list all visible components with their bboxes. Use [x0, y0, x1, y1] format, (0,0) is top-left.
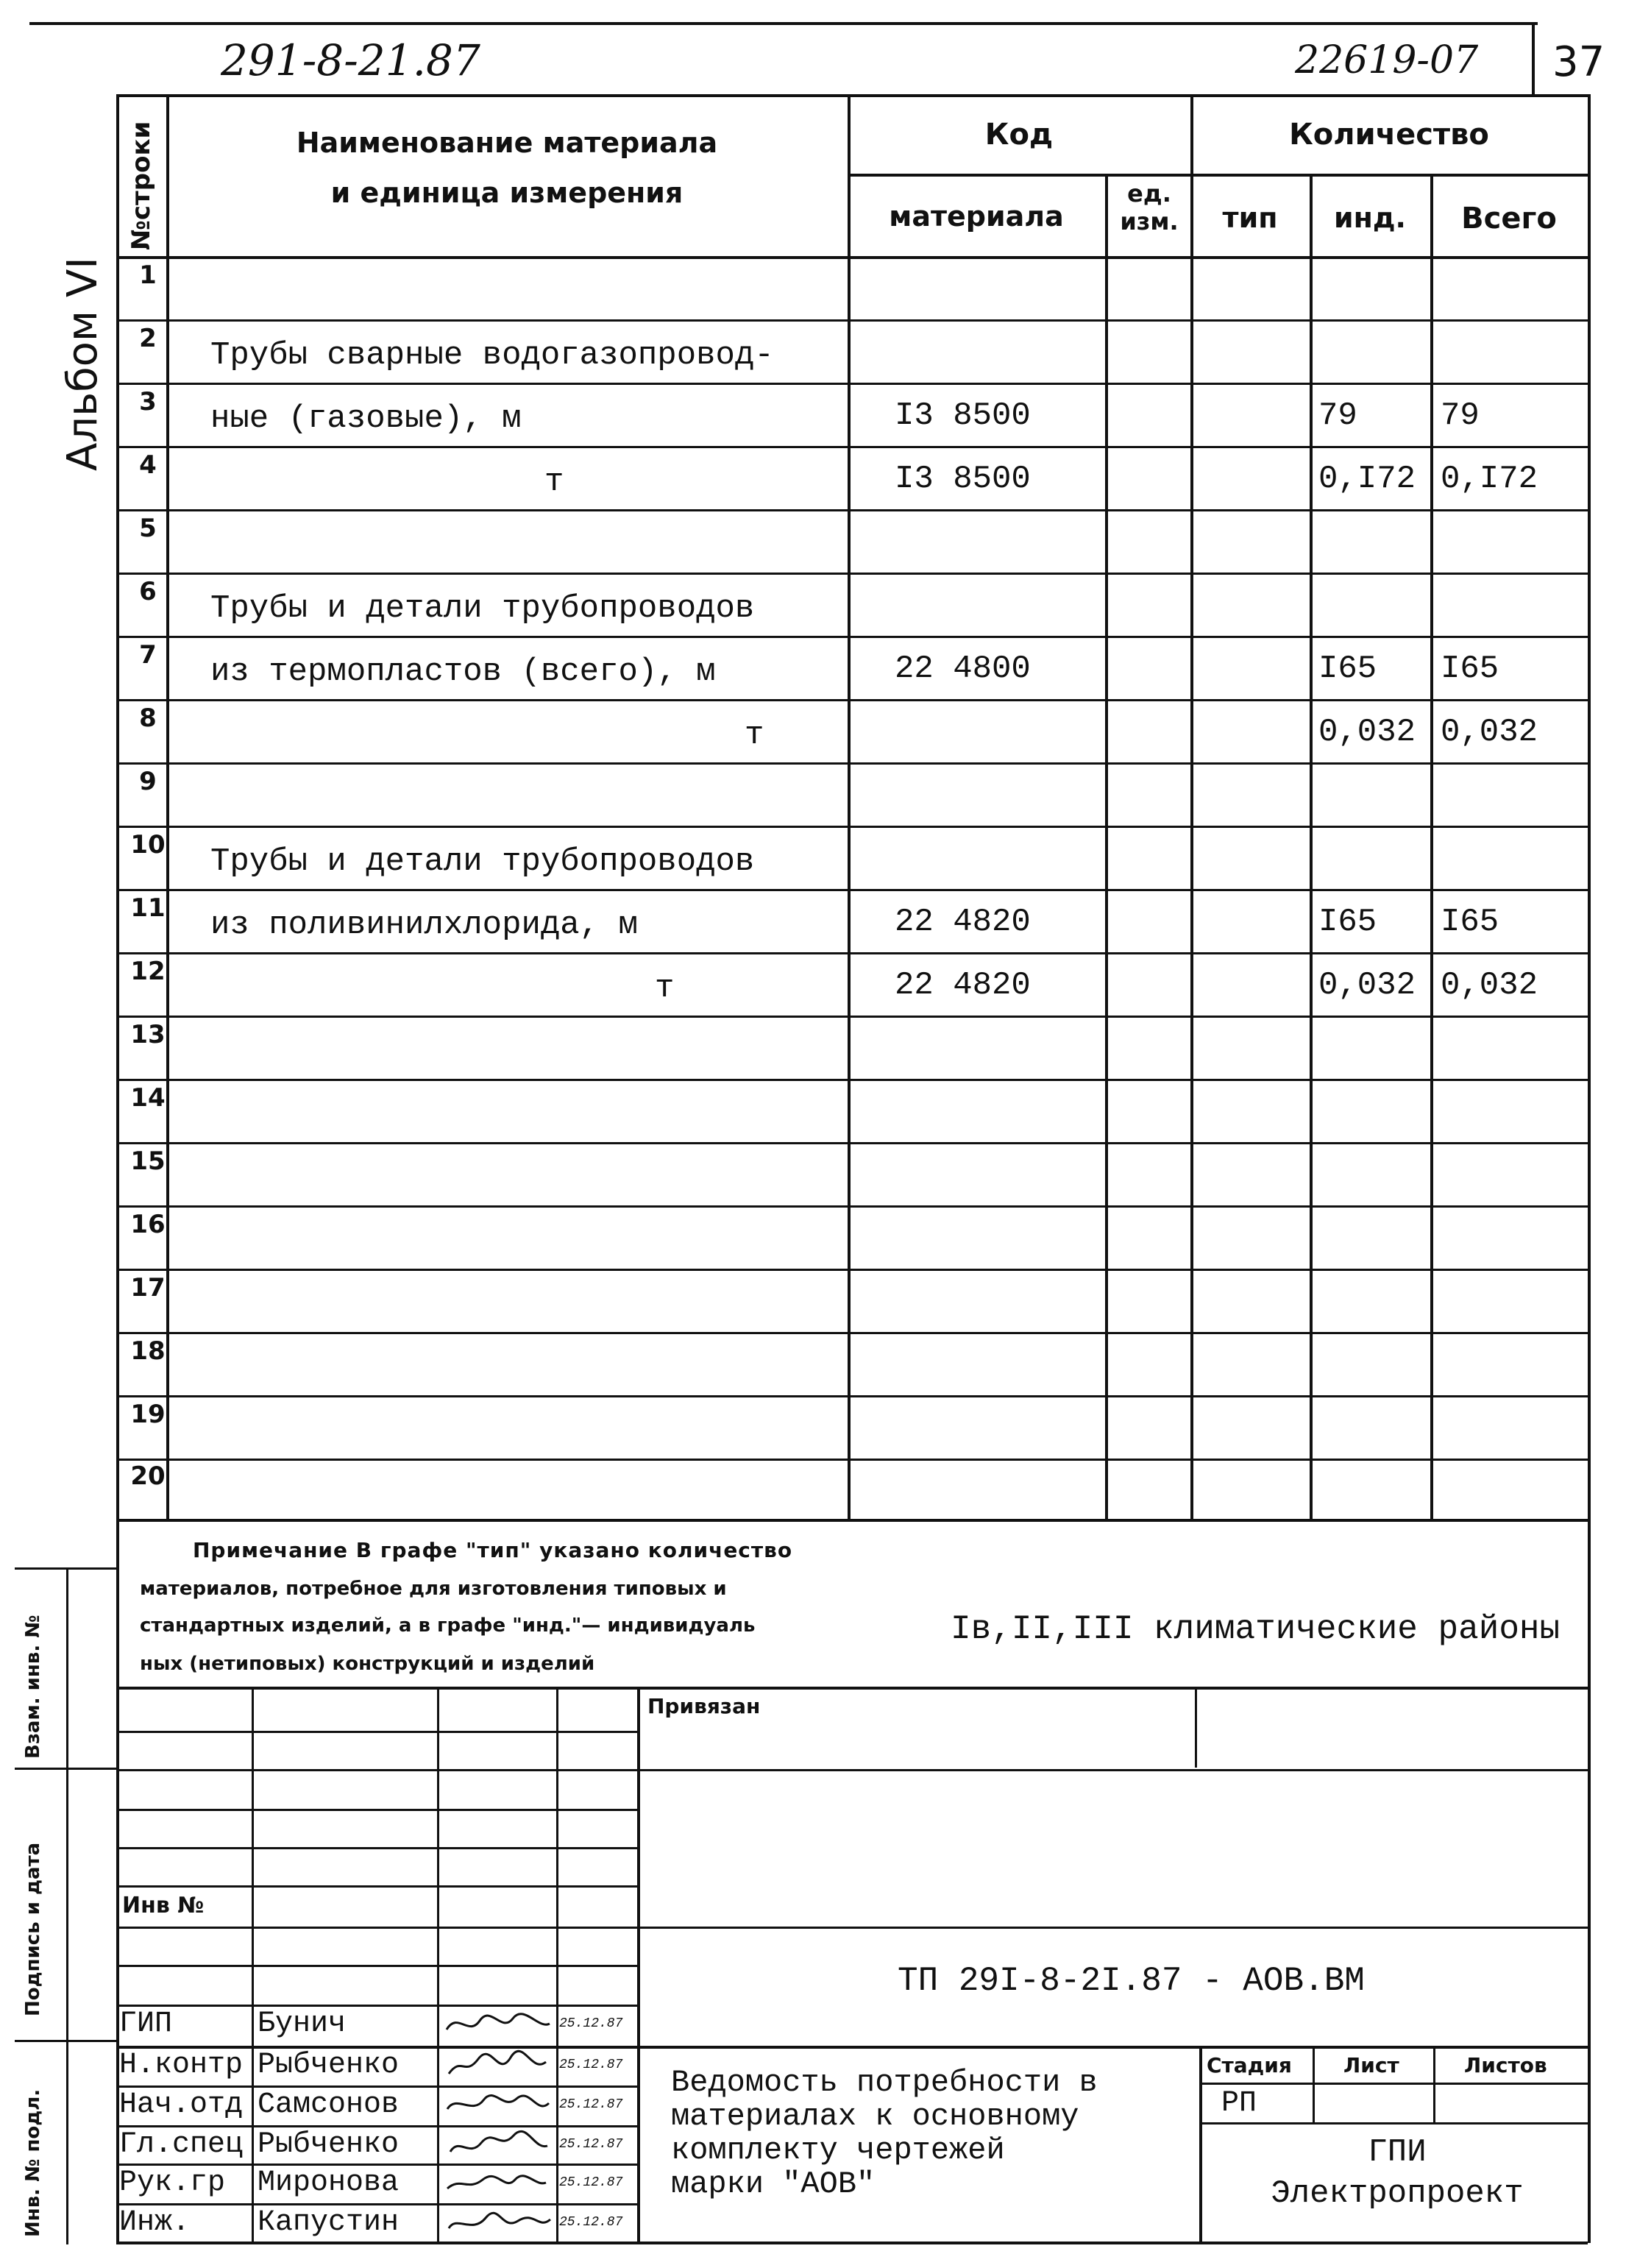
side-sep-2 [15, 1768, 118, 1770]
row-line [116, 1079, 1588, 1081]
signature-date: 25.12.87 [559, 2137, 623, 2152]
top-right-code: 22619-07 [1295, 38, 1479, 82]
top-left-code: 291-8-21.87 [221, 35, 480, 85]
row-line [116, 1142, 1588, 1144]
row-number: 4 [139, 450, 157, 480]
stamp-row-line [116, 1731, 637, 1733]
document-code: ТП 29I-8-2I.87 - АОВ.ВМ [898, 1962, 1365, 2000]
signature-date: 25.12.87 [559, 2016, 623, 2031]
title-line1: Ведомость потребности в [671, 2065, 1098, 2100]
row-line [116, 952, 1588, 954]
row-line [116, 699, 1588, 701]
frame-left [116, 94, 119, 2243]
col-row-sep [166, 94, 169, 1522]
code-material-header: материала [889, 200, 1064, 233]
row-line [116, 573, 1588, 575]
signature-role: Инж. [119, 2206, 191, 2239]
handwritten-signature [443, 2007, 553, 2043]
handwritten-signature [443, 2206, 553, 2242]
stamp-bottom-line [116, 2242, 1588, 2244]
row-line [116, 509, 1588, 511]
signature-role: Н.контр [119, 2049, 244, 2082]
row-qty-ind: 0,032 [1318, 967, 1416, 1004]
row-material-name: ные (газовые), м [210, 400, 522, 437]
row-number: 15 [130, 1147, 166, 1176]
stamp-top-line [116, 1687, 1588, 1690]
privyazan-label: Привязан [647, 1694, 761, 1718]
row-number: 12 [130, 957, 166, 986]
title-line4: марки "АОВ" [671, 2166, 876, 2202]
sheets-label: Листов [1464, 2053, 1547, 2077]
row-number: 11 [130, 893, 166, 923]
row-line [116, 1395, 1588, 1397]
stamp-row-line [116, 2125, 637, 2127]
row-number: 3 [139, 387, 157, 417]
row-qty-ind: I65 [1318, 651, 1377, 687]
row-material-code: I3 8500 [895, 397, 1031, 434]
title-line3: комплекту чертежей [671, 2133, 1005, 2168]
quantity-header: Количество [1289, 118, 1489, 152]
row-number: 19 [130, 1400, 166, 1429]
signature-name: Капустин [258, 2206, 400, 2239]
stamp-row-line [116, 2203, 637, 2205]
stamp-row-line [116, 2086, 637, 2088]
row-line [116, 636, 1588, 638]
frame-right [1588, 94, 1591, 2243]
row-qty-total: 0,032 [1441, 714, 1538, 751]
stage-box-line2 [1199, 2122, 1588, 2125]
signature-name: Рыбченко [258, 2049, 400, 2082]
page-box-left [1532, 22, 1535, 96]
row-line [116, 1205, 1588, 1208]
stage-box-col1 [1313, 2046, 1315, 2124]
podpis-data-label: Подпись и дата [22, 1842, 44, 2016]
note-line3: стандартных изделий, а в графе "инд."— индивидуаль [140, 1615, 756, 1637]
row-number: 2 [139, 324, 157, 353]
signature-role: ГИП [119, 2007, 173, 2041]
signature-date: 25.12.87 [559, 2215, 623, 2230]
stamp-row-line [116, 1927, 1588, 1929]
col-ind-sep [1430, 174, 1433, 1522]
stamp-row-line [116, 1809, 637, 1811]
code-header: Код [984, 118, 1054, 152]
row-material-name: Трубы сварные водогазопровод- [210, 337, 774, 374]
row-number: 20 [130, 1461, 166, 1491]
note-line4: ных (нетиповых) конструкций и изделий [140, 1653, 595, 1675]
row-material-name: т [655, 970, 675, 1007]
title-line2: материалах к основному [671, 2099, 1079, 2134]
code-unit-header: ед. изм. [1120, 180, 1179, 235]
stamp-row-line [116, 2164, 637, 2166]
note-line1: Примечание В графе "тип" указано количество [193, 1538, 793, 1562]
side-sep-1 [15, 1567, 118, 1570]
row-number-header: №строки [127, 121, 156, 250]
q-total-header: Всего [1461, 202, 1557, 235]
row-qty-ind: 0,032 [1318, 714, 1416, 751]
row-qty-total: I65 [1441, 904, 1499, 940]
row-line [116, 826, 1588, 828]
org-line2: Электропроект [1271, 2175, 1524, 2212]
row-qty-ind: 0,I72 [1318, 461, 1416, 497]
signature-name: Рыбченко [258, 2128, 400, 2161]
q-type-header: тип [1222, 202, 1278, 234]
row-qty-ind: I65 [1318, 904, 1377, 940]
inv-no-label: Инв № [122, 1893, 205, 1918]
stage-box-col2 [1433, 2046, 1435, 2124]
row-number: 8 [139, 704, 157, 733]
stamp-row-line [116, 1769, 1588, 1771]
row-line [116, 319, 1588, 322]
row-line [116, 1016, 1588, 1018]
handwritten-signature [443, 2166, 553, 2202]
name-header-line1: Наименование материала [296, 127, 718, 159]
row-number: 10 [130, 830, 166, 860]
name-header-line2: и единица измерения [330, 177, 684, 209]
row-qty-total: 0,032 [1441, 967, 1538, 1004]
row-material-code: 22 4820 [895, 967, 1031, 1004]
row-number: 13 [130, 1020, 166, 1049]
signature-date: 25.12.87 [559, 2058, 623, 2072]
side-sep-3 [15, 2040, 118, 2042]
stage-value: РП [1221, 2087, 1257, 2120]
signature-name: Бунич [258, 2007, 347, 2041]
row-number: 14 [130, 1083, 166, 1113]
row-number: 6 [139, 577, 157, 606]
stamp-row-line [116, 1847, 637, 1849]
col-unit-sep [1190, 94, 1193, 1522]
row-material-name: Трубы и детали трубопроводов [210, 590, 755, 627]
row-line [116, 1459, 1588, 1461]
row-material-name: т [745, 717, 764, 754]
signature-name: Миронова [258, 2166, 400, 2200]
row-number: 16 [130, 1210, 166, 1239]
row-material-name: т [544, 464, 564, 500]
handwritten-signature [443, 2128, 553, 2164]
stage-box-line1 [1199, 2083, 1588, 2085]
vzam-inv-label: Взам. инв. № [22, 1615, 44, 1759]
row-number: 18 [130, 1336, 166, 1366]
header-bottom-line [116, 256, 1588, 259]
stamp-row-line [116, 1965, 637, 1967]
table-bottom-line [116, 1519, 1588, 1522]
q-ind-header: инд. [1333, 202, 1406, 234]
stamp-row-line [116, 2005, 637, 2007]
stamp-col-privyazan [1195, 1687, 1197, 1768]
row-number: 17 [130, 1273, 166, 1303]
sheet-label: Лист [1343, 2053, 1399, 2077]
row-qty-total: 79 [1441, 397, 1480, 434]
signature-role: Рук.гр [119, 2166, 226, 2200]
row-line [116, 1332, 1588, 1334]
top-border [29, 22, 1538, 25]
row-number: 7 [139, 640, 157, 670]
header-mid-line [848, 174, 1588, 177]
stage-label: Стадия [1207, 2053, 1292, 2077]
handwritten-signature [443, 2088, 553, 2124]
row-material-code: I3 8500 [895, 461, 1031, 497]
row-line [116, 446, 1588, 448]
row-number: 9 [139, 767, 157, 796]
inv-podl-label: Инв. № подл. [22, 2088, 44, 2237]
row-line [116, 1269, 1588, 1271]
row-number: 5 [139, 514, 157, 543]
album-label: Альбом VI [59, 257, 107, 471]
col-name-sep [848, 94, 851, 1522]
row-qty-total: 0,I72 [1441, 461, 1538, 497]
row-material-name: Трубы и детали трубопроводов [210, 843, 755, 880]
row-number: 1 [139, 261, 157, 290]
row-material-code: 22 4820 [895, 904, 1031, 940]
row-qty-total: I65 [1441, 651, 1499, 687]
signature-date: 25.12.87 [559, 2097, 623, 2112]
col-code-sep [1105, 174, 1108, 1522]
note-line2: материалов, потребное для изготовления типовых и [140, 1578, 727, 1600]
row-line [116, 889, 1588, 891]
handwritten-signature [443, 2049, 553, 2084]
signature-name: Самсонов [258, 2088, 400, 2122]
org-line1: ГПИ [1368, 2134, 1427, 2171]
row-line [116, 383, 1588, 385]
frame-top [116, 94, 1588, 97]
signature-role: Нач.отд [119, 2088, 244, 2122]
signature-role: Гл.спец [119, 2128, 244, 2161]
side-strip-line [66, 1567, 68, 2244]
page-number: 37 [1552, 38, 1605, 86]
row-material-name: из термопластов (всего), м [210, 653, 716, 690]
signature-date: 25.12.87 [559, 2175, 623, 2190]
row-material-name: из поливинилхлорида, м [210, 907, 638, 943]
stamp-row-line [116, 1885, 637, 1888]
row-line [116, 762, 1588, 765]
row-material-code: 22 4800 [895, 651, 1031, 687]
climate-regions: Iв,II,III климатические районы [951, 1610, 1561, 1648]
row-qty-ind: 79 [1318, 397, 1357, 434]
stage-box-left [1199, 2046, 1202, 2242]
col-type-sep [1310, 174, 1313, 1522]
